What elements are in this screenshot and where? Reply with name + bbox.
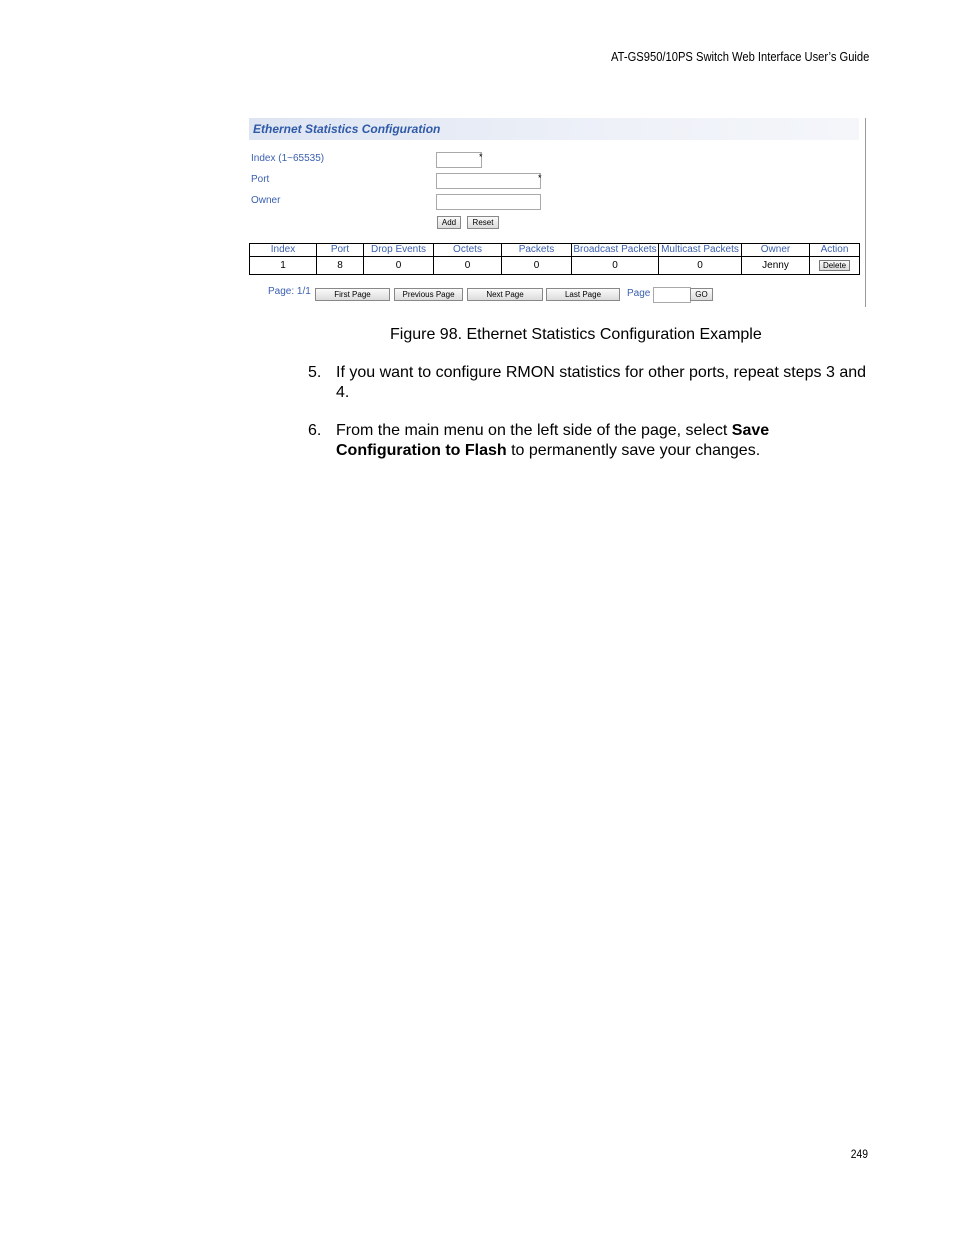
cell-port: 8 xyxy=(317,257,364,275)
step-text: If you want to configure RMON statistics for other ports, repeat steps 3 and 4. xyxy=(336,364,867,401)
table-row xyxy=(250,257,860,275)
menu-item-name: Save Configuration to Flash xyxy=(336,422,770,459)
figure-caption: Figure 98. Ethernet Statistics Configuration Example xyxy=(390,326,762,343)
port-input[interactable] xyxy=(436,173,541,189)
go-button[interactable]: GO xyxy=(690,288,713,301)
index-input[interactable] xyxy=(436,152,482,168)
cell-broadcast-packets: 0 xyxy=(572,257,659,275)
column-header-action: Action xyxy=(810,244,860,257)
column-header-port: Port xyxy=(317,244,364,257)
delete-button[interactable]: Delete xyxy=(819,260,850,271)
previous-page-button[interactable]: Previous Page xyxy=(394,288,463,301)
column-header-index: Index xyxy=(250,244,317,257)
cell-owner: Jenny xyxy=(742,257,810,275)
page-label: Page xyxy=(627,288,651,299)
page-info: Page: 1/1 xyxy=(268,286,311,297)
cell-action xyxy=(810,257,860,275)
step-text-after: to permanently save your changes. xyxy=(506,442,761,459)
cell-octets: 0 xyxy=(434,257,502,275)
step-number: 5. xyxy=(308,364,322,381)
figure-title-bar xyxy=(249,118,859,140)
cell-packets: 0 xyxy=(502,257,572,275)
ethernet-stats-table xyxy=(249,243,860,275)
table-header-row xyxy=(250,244,860,257)
step-5 xyxy=(308,363,878,403)
column-header-packets: Packets xyxy=(502,244,572,257)
column-header-octets: Octets xyxy=(434,244,502,257)
cell-index: 1 xyxy=(250,257,317,275)
page-number: 249 xyxy=(850,1147,868,1161)
step-6 xyxy=(308,421,878,461)
ethernet-stats-figure xyxy=(249,118,867,307)
first-page-button[interactable]: First Page xyxy=(315,288,390,301)
column-header-multicast-packets: Multicast Packets xyxy=(659,244,742,257)
page-header: AT-GS950/10PS Switch Web Interface User’s Guide xyxy=(610,49,869,64)
index-required-mark: * xyxy=(479,152,483,162)
page-number-input[interactable] xyxy=(653,287,691,303)
column-header-drop-events: Drop Events xyxy=(364,244,434,257)
reset-button[interactable]: Reset xyxy=(467,216,499,229)
owner-input[interactable] xyxy=(436,194,541,210)
step-number: 6. xyxy=(308,422,322,439)
cell-multicast-packets: 0 xyxy=(659,257,742,275)
column-header-owner: Owner xyxy=(742,244,810,257)
port-label: Port xyxy=(251,174,270,185)
step-text-before: From the main menu on the left side of the page, select xyxy=(336,422,732,439)
step-text xyxy=(336,421,876,461)
add-button[interactable]: Add xyxy=(437,216,461,229)
port-required-mark: * xyxy=(538,173,542,183)
figure-title: Ethernet Statistics Configuration xyxy=(253,122,441,136)
cell-drop-events: 0 xyxy=(364,257,434,275)
last-page-button[interactable]: Last Page xyxy=(546,288,620,301)
next-page-button[interactable]: Next Page xyxy=(467,288,543,301)
figure-right-border xyxy=(865,118,866,307)
column-header-broadcast-packets: Broadcast Packets xyxy=(573,244,657,255)
owner-label: Owner xyxy=(251,195,281,206)
index-label: Index (1~65535) xyxy=(251,153,325,164)
